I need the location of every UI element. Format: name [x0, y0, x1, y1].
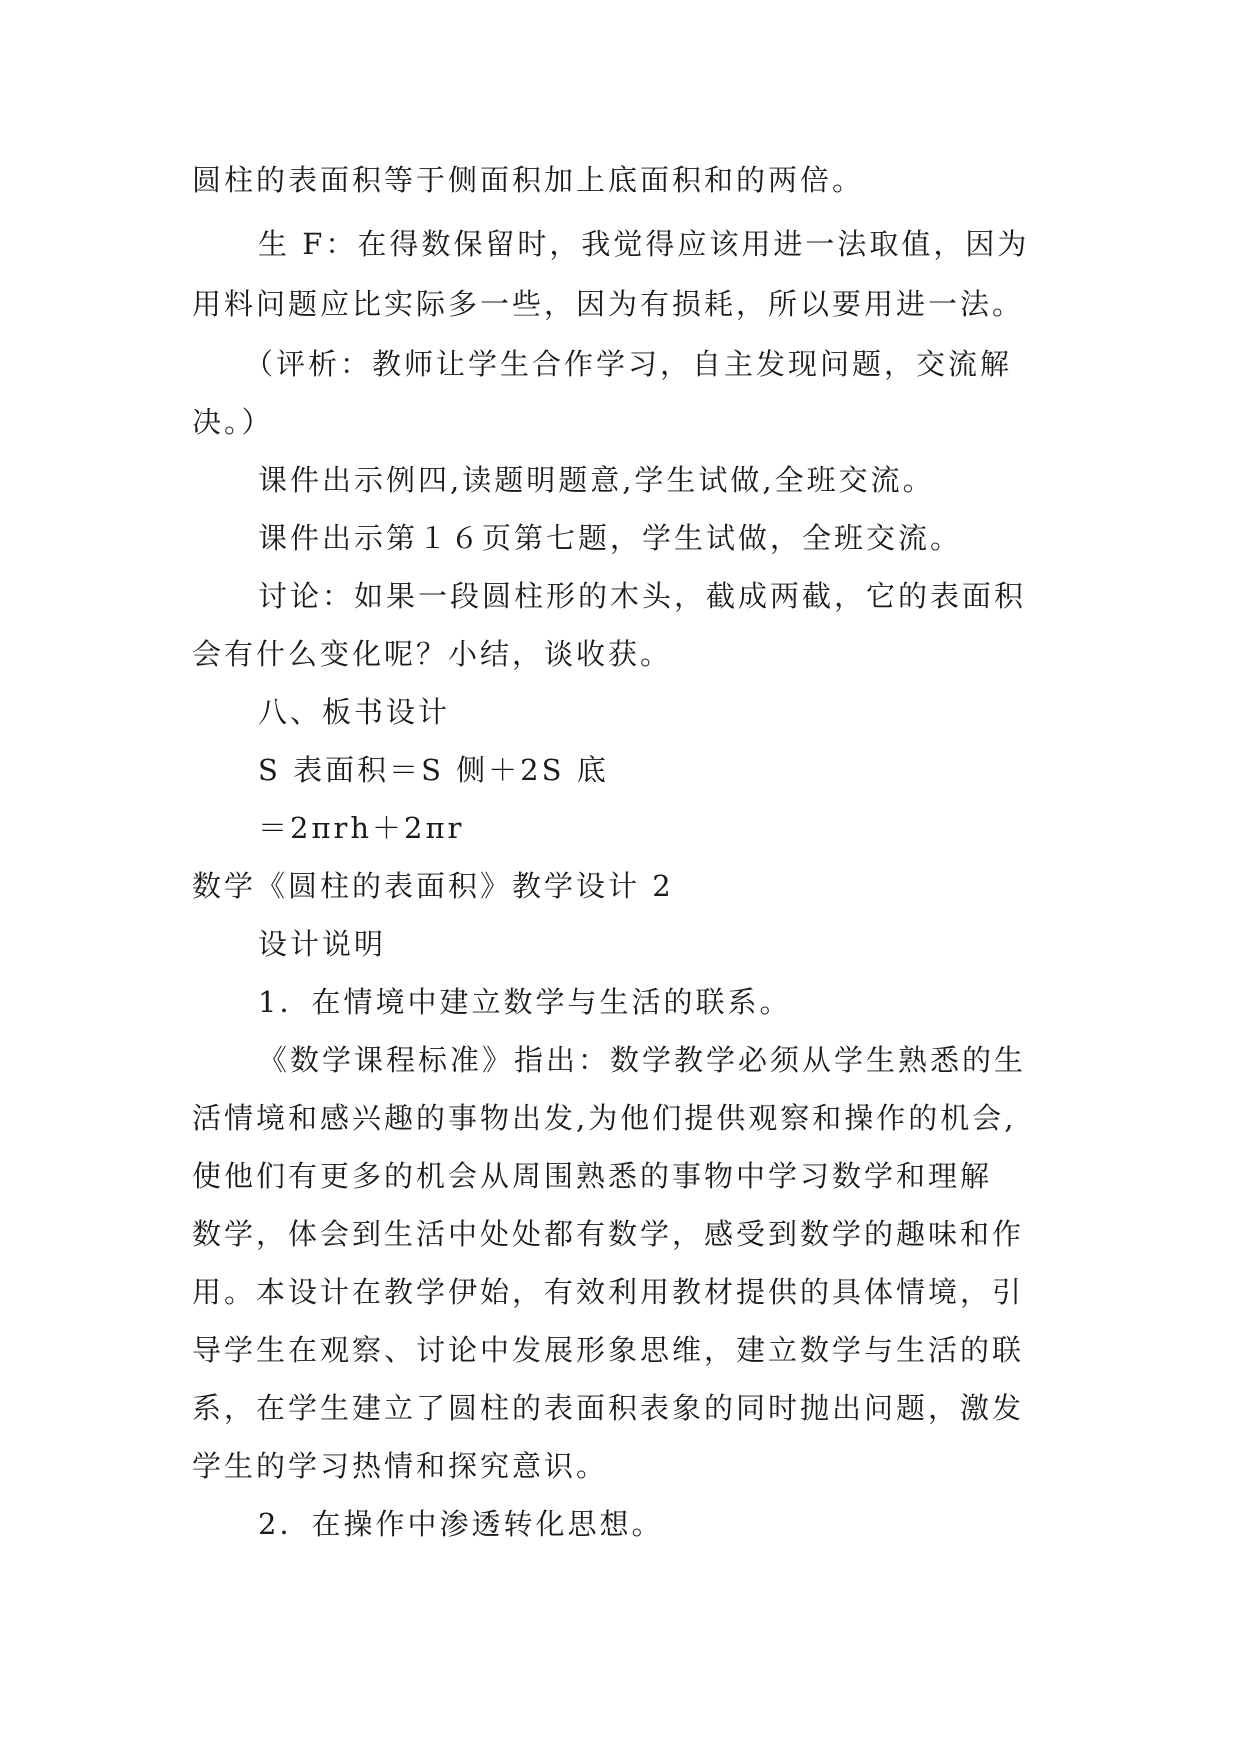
- text-line: 《数学课程标准》指出：数学教学必须从学生熟悉的生: [258, 1043, 1027, 1077]
- text-line: 活情境和感兴趣的事物出发,为他们提供观察和操作的机会,: [192, 1101, 1017, 1135]
- text-line: 课件出示例四,读题明题意,学生试做,全班交流。: [258, 463, 935, 497]
- text-line: 系，在学生建立了圆柱的表面积表象的同时抛出问题，激发: [192, 1391, 1025, 1425]
- text-line: （评析：教师让学生合作学习，自主发现问题，交流解: [244, 347, 1013, 381]
- numbered-heading: 2．在操作中渗透转化思想。: [258, 1507, 664, 1541]
- text-line: 决。）: [192, 405, 274, 439]
- text-line: 生 F：在得数保留时，我觉得应该用进一法取值，因为: [258, 227, 1030, 261]
- formula-line: ＝2πrh＋2πr: [258, 811, 465, 845]
- section-heading: 八、板书设计: [258, 695, 451, 729]
- text-line: 用料问题应比实际多一些，因为有损耗，所以要用进一法。: [192, 287, 1025, 321]
- text-line: 圆柱的表面积等于侧面积加上底面积和的两倍。: [192, 163, 865, 197]
- text-line: 导学生在观察、讨论中发展形象思维，建立数学与生活的联: [192, 1333, 1025, 1367]
- numbered-heading: 1．在情境中建立数学与生活的联系。: [258, 985, 792, 1019]
- text-line: 用。本设计在教学伊始，有效利用教材提供的具体情境，引: [192, 1275, 1025, 1309]
- text-line: 使他们有更多的机会从周围熟悉的事物中学习数学和理解: [192, 1159, 993, 1193]
- formula-line: S 表面积＝S 侧＋2S 底: [258, 753, 609, 787]
- text-line: 讨论：如果一段圆柱形的木头，截成两截，它的表面积: [258, 579, 1027, 613]
- text-line: 学生的学习热情和探究意识。: [192, 1449, 609, 1483]
- text-line: 数学，体会到生活中处处都有数学，感受到数学的趣味和作: [192, 1217, 1025, 1251]
- section-heading: 设计说明: [258, 927, 387, 961]
- text-line: 会有什么变化呢？小结，谈收获。: [192, 637, 673, 671]
- text-line: 课件出示第１６页第七题，学生试做，全班交流。: [258, 521, 963, 555]
- document-title: 数学《圆柱的表面积》教学设计 2: [192, 869, 674, 903]
